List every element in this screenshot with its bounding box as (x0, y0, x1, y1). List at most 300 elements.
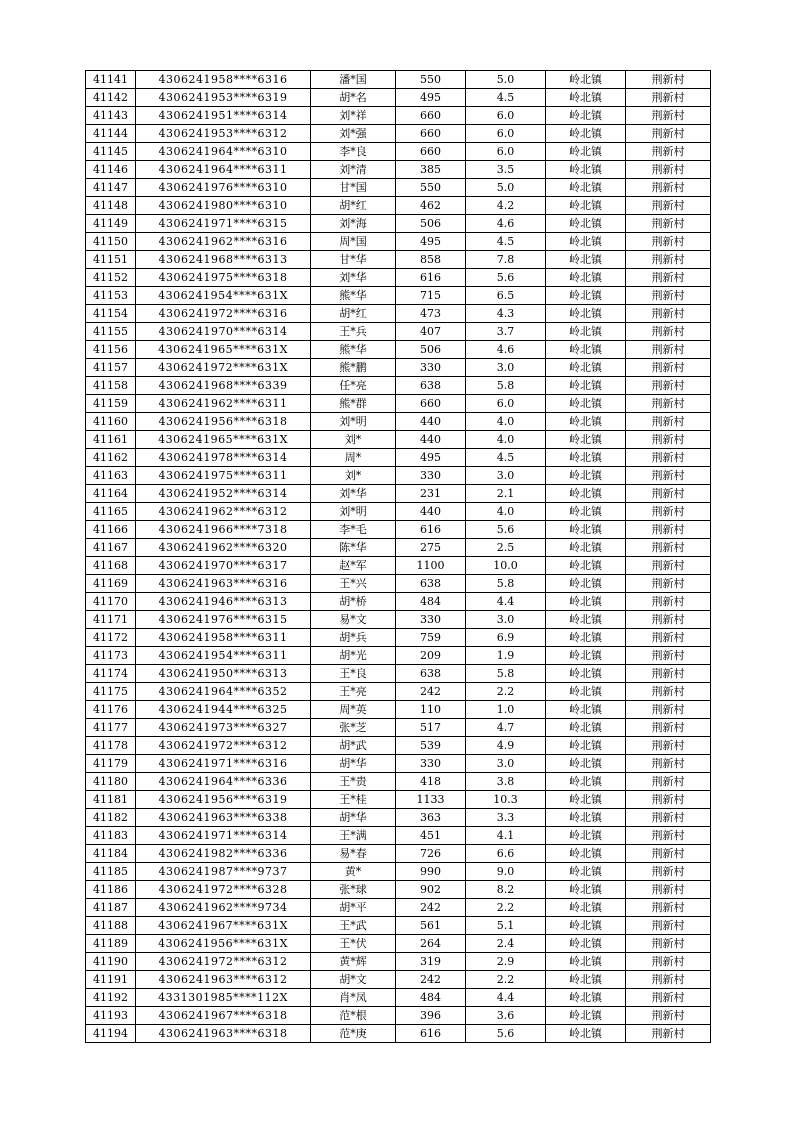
table-cell-amount: 726 (396, 845, 466, 863)
table-cell-amount: 638 (396, 575, 466, 593)
table-cell-name: 刘*明 (311, 413, 396, 431)
table-cell-seq: 41192 (86, 989, 136, 1007)
table-cell-name: 黄*辉 (311, 953, 396, 971)
table-cell-village: 荆新村 (626, 971, 711, 989)
table-cell-name: 熊*华 (311, 341, 396, 359)
table-cell-village: 荆新村 (626, 593, 711, 611)
table-cell-seq: 41164 (86, 485, 136, 503)
table-cell-id: 4306241964****6336 (136, 773, 311, 791)
table-row (86, 737, 711, 755)
table-cell-seq: 41177 (86, 719, 136, 737)
table-cell-town: 岭北镇 (546, 305, 626, 323)
table-cell-id: 4306241972****6312 (136, 953, 311, 971)
table-cell-points: 4.2 (466, 197, 546, 215)
table-cell-id: 4306241975****6318 (136, 269, 311, 287)
table-row (86, 845, 711, 863)
table-cell-name: 易*春 (311, 845, 396, 863)
table-cell-points: 4.5 (466, 233, 546, 251)
table-cell-town: 岭北镇 (546, 629, 626, 647)
table-cell-points: 4.4 (466, 593, 546, 611)
table-cell-amount: 330 (396, 359, 466, 377)
table-cell-points: 4.6 (466, 215, 546, 233)
table-cell-points: 2.2 (466, 683, 546, 701)
table-cell-town: 岭北镇 (546, 107, 626, 125)
table-cell-name: 胡*名 (311, 89, 396, 107)
table-cell-town: 岭北镇 (546, 251, 626, 269)
table-cell-village: 荆新村 (626, 647, 711, 665)
table-cell-village: 荆新村 (626, 179, 711, 197)
table-cell-name: 王*亮 (311, 683, 396, 701)
table-cell-id: 4306241962****6320 (136, 539, 311, 557)
table-cell-points: 1.0 (466, 701, 546, 719)
table-cell-id: 4306241975****6311 (136, 467, 311, 485)
table-cell-points: 5.6 (466, 269, 546, 287)
table-cell-seq: 41172 (86, 629, 136, 647)
table-cell-amount: 550 (396, 179, 466, 197)
table-row (86, 575, 711, 593)
table-cell-name: 王*兴 (311, 575, 396, 593)
table-row (86, 233, 711, 251)
table-cell-seq: 41142 (86, 89, 136, 107)
table-cell-id: 4306241967****6318 (136, 1007, 311, 1025)
table-cell-points: 3.0 (466, 611, 546, 629)
table-cell-seq: 41183 (86, 827, 136, 845)
table-cell-village: 荆新村 (626, 161, 711, 179)
table-cell-amount: 242 (396, 683, 466, 701)
table-cell-seq: 41163 (86, 467, 136, 485)
table-cell-town: 岭北镇 (546, 935, 626, 953)
table-cell-seq: 41158 (86, 377, 136, 395)
table-cell-id: 4306241972****631X (136, 359, 311, 377)
table-cell-id: 4306241956****6318 (136, 413, 311, 431)
table-row (86, 1007, 711, 1025)
table-row (86, 629, 711, 647)
table-cell-points: 3.6 (466, 1007, 546, 1025)
table-cell-seq: 41171 (86, 611, 136, 629)
table-row (86, 485, 711, 503)
table-row (86, 341, 711, 359)
table-cell-village: 荆新村 (626, 197, 711, 215)
table-cell-town: 岭北镇 (546, 989, 626, 1007)
table-cell-id: 4306241963****6338 (136, 809, 311, 827)
table-cell-name: 熊*鹏 (311, 359, 396, 377)
table-cell-amount: 495 (396, 233, 466, 251)
table-cell-name: 李*毛 (311, 521, 396, 539)
table-cell-village: 荆新村 (626, 557, 711, 575)
table-cell-town: 岭北镇 (546, 917, 626, 935)
table-cell-amount: 1133 (396, 791, 466, 809)
table-cell-seq: 41169 (86, 575, 136, 593)
table-cell-amount: 506 (396, 215, 466, 233)
table-cell-points: 3.0 (466, 467, 546, 485)
table-row (86, 143, 711, 161)
table-cell-seq: 41176 (86, 701, 136, 719)
table-cell-name: 胡*平 (311, 899, 396, 917)
table-cell-amount: 660 (396, 395, 466, 413)
table-cell-village: 荆新村 (626, 521, 711, 539)
table-row (86, 161, 711, 179)
table-row (86, 269, 711, 287)
table-cell-town: 岭北镇 (546, 701, 626, 719)
table-cell-amount: 561 (396, 917, 466, 935)
table-cell-name: 刘*华 (311, 485, 396, 503)
table-cell-amount: 385 (396, 161, 466, 179)
table-cell-name: 周* (311, 449, 396, 467)
table-cell-amount: 319 (396, 953, 466, 971)
table-cell-village: 荆新村 (626, 287, 711, 305)
table-cell-amount: 539 (396, 737, 466, 755)
table-cell-points: 5.6 (466, 521, 546, 539)
table-cell-name: 甘*华 (311, 251, 396, 269)
table-cell-seq: 41150 (86, 233, 136, 251)
table-cell-town: 岭北镇 (546, 215, 626, 233)
table-cell-id: 4306241952****6314 (136, 485, 311, 503)
table-cell-town: 岭北镇 (546, 665, 626, 683)
table-cell-village: 荆新村 (626, 251, 711, 269)
table-cell-village: 荆新村 (626, 323, 711, 341)
table-cell-village: 荆新村 (626, 413, 711, 431)
table-cell-town: 岭北镇 (546, 503, 626, 521)
table-cell-village: 荆新村 (626, 485, 711, 503)
table-cell-town: 岭北镇 (546, 863, 626, 881)
table-cell-amount: 330 (396, 755, 466, 773)
table-cell-amount: 440 (396, 503, 466, 521)
table-cell-id: 4306241956****631X (136, 935, 311, 953)
table-cell-amount: 858 (396, 251, 466, 269)
table-cell-id: 4306241946****6313 (136, 593, 311, 611)
table-cell-id: 4306241966****7318 (136, 521, 311, 539)
table-cell-village: 荆新村 (626, 611, 711, 629)
table-cell-seq: 41156 (86, 341, 136, 359)
table-cell-points: 5.6 (466, 1025, 546, 1043)
table-cell-seq: 41173 (86, 647, 136, 665)
table-cell-amount: 473 (396, 305, 466, 323)
table-cell-id: 4306241973****6327 (136, 719, 311, 737)
table-row (86, 395, 711, 413)
table-cell-points: 5.1 (466, 917, 546, 935)
table-cell-seq: 41175 (86, 683, 136, 701)
table-cell-name: 刘*祥 (311, 107, 396, 125)
table-cell-town: 岭北镇 (546, 755, 626, 773)
table-cell-points: 3.8 (466, 773, 546, 791)
table-cell-amount: 638 (396, 377, 466, 395)
table-cell-town: 岭北镇 (546, 719, 626, 737)
table-cell-town: 岭北镇 (546, 611, 626, 629)
table-cell-amount: 715 (396, 287, 466, 305)
table-row (86, 593, 711, 611)
table-cell-amount: 110 (396, 701, 466, 719)
table-cell-village: 荆新村 (626, 341, 711, 359)
table-cell-amount: 451 (396, 827, 466, 845)
table-row (86, 665, 711, 683)
table-row (86, 683, 711, 701)
table-cell-town: 岭北镇 (546, 827, 626, 845)
table-cell-amount: 330 (396, 467, 466, 485)
table-cell-points: 6.0 (466, 395, 546, 413)
table-cell-name: 胡*华 (311, 809, 396, 827)
table-cell-name: 甘*国 (311, 179, 396, 197)
table-cell-village: 荆新村 (626, 989, 711, 1007)
table-row (86, 755, 711, 773)
table-cell-town: 岭北镇 (546, 71, 626, 89)
table-cell-id: 4306241958****6311 (136, 629, 311, 647)
table-cell-seq: 41159 (86, 395, 136, 413)
table-cell-town: 岭北镇 (546, 881, 626, 899)
table-cell-amount: 407 (396, 323, 466, 341)
table-cell-town: 岭北镇 (546, 179, 626, 197)
table-cell-village: 荆新村 (626, 935, 711, 953)
table-cell-seq: 41145 (86, 143, 136, 161)
table-cell-name: 刘*华 (311, 269, 396, 287)
table-cell-id: 4306241967****631X (136, 917, 311, 935)
table-cell-town: 岭北镇 (546, 1007, 626, 1025)
table-cell-name: 熊*群 (311, 395, 396, 413)
table-row (86, 413, 711, 431)
table-row (86, 89, 711, 107)
table-cell-seq: 41155 (86, 323, 136, 341)
table-cell-points: 4.5 (466, 89, 546, 107)
table-cell-name: 王*贵 (311, 773, 396, 791)
table-cell-village: 荆新村 (626, 143, 711, 161)
table-cell-id: 4306241976****6315 (136, 611, 311, 629)
table-cell-points: 7.8 (466, 251, 546, 269)
table-cell-seq: 41165 (86, 503, 136, 521)
table-cell-seq: 41151 (86, 251, 136, 269)
table-cell-seq: 41178 (86, 737, 136, 755)
table-cell-village: 荆新村 (626, 503, 711, 521)
table-cell-seq: 41141 (86, 71, 136, 89)
table-cell-id: 4306241976****6310 (136, 179, 311, 197)
table-cell-name: 陈*华 (311, 539, 396, 557)
table-cell-points: 3.0 (466, 359, 546, 377)
table-cell-points: 1.9 (466, 647, 546, 665)
table-cell-points: 2.2 (466, 899, 546, 917)
table-cell-village: 荆新村 (626, 809, 711, 827)
table-cell-points: 3.5 (466, 161, 546, 179)
table-cell-town: 岭北镇 (546, 125, 626, 143)
table-cell-id: 4306241965****631X (136, 431, 311, 449)
table-cell-points: 9.0 (466, 863, 546, 881)
table-cell-amount: 462 (396, 197, 466, 215)
table-row (86, 521, 711, 539)
table-cell-village: 荆新村 (626, 431, 711, 449)
table-cell-points: 5.0 (466, 71, 546, 89)
table-cell-id: 4306241971****6315 (136, 215, 311, 233)
table-cell-town: 岭北镇 (546, 773, 626, 791)
table-cell-amount: 517 (396, 719, 466, 737)
table-cell-village: 荆新村 (626, 881, 711, 899)
table-cell-town: 岭北镇 (546, 323, 626, 341)
table-cell-amount: 242 (396, 899, 466, 917)
table-cell-amount: 440 (396, 413, 466, 431)
table-cell-village: 荆新村 (626, 737, 711, 755)
table-cell-points: 6.0 (466, 107, 546, 125)
table-cell-points: 4.0 (466, 413, 546, 431)
table-cell-points: 4.9 (466, 737, 546, 755)
table-cell-town: 岭北镇 (546, 377, 626, 395)
table-cell-village: 荆新村 (626, 449, 711, 467)
table-cell-village: 荆新村 (626, 377, 711, 395)
table-cell-id: 4306241962****6312 (136, 503, 311, 521)
table-cell-id: 4306241980****6310 (136, 197, 311, 215)
table-cell-name: 范*庚 (311, 1025, 396, 1043)
table-row (86, 1025, 711, 1043)
table-cell-village: 荆新村 (626, 953, 711, 971)
table-cell-name: 王*伏 (311, 935, 396, 953)
table-cell-town: 岭北镇 (546, 161, 626, 179)
table-cell-town: 岭北镇 (546, 539, 626, 557)
table-cell-id: 4306241963****6316 (136, 575, 311, 593)
table-cell-name: 王*兵 (311, 323, 396, 341)
table-row (86, 701, 711, 719)
table-cell-town: 岭北镇 (546, 971, 626, 989)
table-cell-name: 任*亮 (311, 377, 396, 395)
table-cell-points: 4.1 (466, 827, 546, 845)
table-row (86, 287, 711, 305)
table-row (86, 323, 711, 341)
table-cell-village: 荆新村 (626, 305, 711, 323)
table-cell-town: 岭北镇 (546, 683, 626, 701)
table-cell-seq: 41153 (86, 287, 136, 305)
table-cell-name: 胡*兵 (311, 629, 396, 647)
table-cell-name: 肖*凤 (311, 989, 396, 1007)
table-cell-town: 岭北镇 (546, 413, 626, 431)
table-cell-points: 2.9 (466, 953, 546, 971)
table-cell-seq: 41160 (86, 413, 136, 431)
table-row (86, 611, 711, 629)
table-cell-village: 荆新村 (626, 467, 711, 485)
table-cell-id: 4306241963****6318 (136, 1025, 311, 1043)
table-cell-name: 胡*华 (311, 755, 396, 773)
table-cell-name: 胡*红 (311, 305, 396, 323)
table-cell-id: 4306241965****631X (136, 341, 311, 359)
table-cell-seq: 41180 (86, 773, 136, 791)
table-cell-village: 荆新村 (626, 233, 711, 251)
table-cell-amount: 495 (396, 449, 466, 467)
records-table-body (86, 71, 711, 1043)
table-cell-amount: 275 (396, 539, 466, 557)
table-cell-id: 4306241964****6352 (136, 683, 311, 701)
table-cell-amount: 242 (396, 971, 466, 989)
table-row (86, 377, 711, 395)
table-cell-town: 岭北镇 (546, 197, 626, 215)
table-cell-village: 荆新村 (626, 899, 711, 917)
table-cell-points: 3.0 (466, 755, 546, 773)
table-cell-village: 荆新村 (626, 395, 711, 413)
table-cell-points: 2.1 (466, 485, 546, 503)
table-cell-seq: 41152 (86, 269, 136, 287)
table-cell-name: 范*根 (311, 1007, 396, 1025)
table-row (86, 863, 711, 881)
table-cell-points: 4.5 (466, 449, 546, 467)
table-cell-town: 岭北镇 (546, 809, 626, 827)
table-cell-points: 4.4 (466, 989, 546, 1007)
table-row (86, 125, 711, 143)
table-cell-town: 岭北镇 (546, 233, 626, 251)
table-cell-seq: 41168 (86, 557, 136, 575)
table-cell-points: 4.6 (466, 341, 546, 359)
table-cell-town: 岭北镇 (546, 485, 626, 503)
table-cell-seq: 41190 (86, 953, 136, 971)
table-cell-seq: 41162 (86, 449, 136, 467)
table-cell-amount: 759 (396, 629, 466, 647)
table-cell-id: 4306241964****6311 (136, 161, 311, 179)
table-cell-id: 4306241972****6328 (136, 881, 311, 899)
table-cell-village: 荆新村 (626, 719, 711, 737)
table-cell-village: 荆新村 (626, 575, 711, 593)
table-cell-id: 4306241956****6319 (136, 791, 311, 809)
table-cell-amount: 418 (396, 773, 466, 791)
table-row (86, 953, 711, 971)
table-cell-town: 岭北镇 (546, 143, 626, 161)
table-cell-amount: 440 (396, 431, 466, 449)
table-cell-village: 荆新村 (626, 665, 711, 683)
table-cell-seq: 41182 (86, 809, 136, 827)
table-cell-points: 4.3 (466, 305, 546, 323)
table-cell-village: 荆新村 (626, 107, 711, 125)
table-cell-name: 王*良 (311, 665, 396, 683)
table-cell-town: 岭北镇 (546, 431, 626, 449)
table-cell-name: 胡*文 (311, 971, 396, 989)
table-row (86, 107, 711, 125)
table-cell-village: 荆新村 (626, 1007, 711, 1025)
table-cell-name: 潘*国 (311, 71, 396, 89)
table-cell-id: 4306241978****6314 (136, 449, 311, 467)
table-cell-town: 岭北镇 (546, 557, 626, 575)
table-cell-seq: 41189 (86, 935, 136, 953)
table-row (86, 71, 711, 89)
table-cell-name: 刘*强 (311, 125, 396, 143)
table-row (86, 809, 711, 827)
table-cell-id: 4306241972****6312 (136, 737, 311, 755)
table-cell-id: 4306241950****6313 (136, 665, 311, 683)
table-cell-id: 4306241982****6336 (136, 845, 311, 863)
table-cell-seq: 41194 (86, 1025, 136, 1043)
table-row (86, 647, 711, 665)
table-cell-id: 4306241971****6314 (136, 827, 311, 845)
table-cell-village: 荆新村 (626, 773, 711, 791)
table-cell-name: 刘*清 (311, 161, 396, 179)
table-cell-name: 胡*桥 (311, 593, 396, 611)
table-cell-amount: 990 (396, 863, 466, 881)
table-cell-seq: 41147 (86, 179, 136, 197)
table-cell-name: 王*武 (311, 917, 396, 935)
table-cell-seq: 41174 (86, 665, 136, 683)
table-cell-points: 10.3 (466, 791, 546, 809)
table-row (86, 431, 711, 449)
table-cell-id: 4331301985****112X (136, 989, 311, 1007)
table-cell-id: 4306241971****6316 (136, 755, 311, 773)
table-cell-name: 周*英 (311, 701, 396, 719)
table-cell-id: 4306241964****6310 (136, 143, 311, 161)
table-cell-village: 荆新村 (626, 1025, 711, 1043)
table-cell-name: 王*桂 (311, 791, 396, 809)
table-cell-id: 4306241970****6317 (136, 557, 311, 575)
table-cell-town: 岭北镇 (546, 647, 626, 665)
table-cell-name: 李*良 (311, 143, 396, 161)
table-cell-amount: 660 (396, 107, 466, 125)
table-cell-village: 荆新村 (626, 539, 711, 557)
table-row (86, 881, 711, 899)
table-cell-seq: 41179 (86, 755, 136, 773)
table-row (86, 503, 711, 521)
table-cell-village: 荆新村 (626, 215, 711, 233)
table-row (86, 989, 711, 1007)
table-cell-points: 2.2 (466, 971, 546, 989)
table-cell-seq: 41143 (86, 107, 136, 125)
table-cell-name: 熊*华 (311, 287, 396, 305)
table-cell-id: 4306241954****631X (136, 287, 311, 305)
